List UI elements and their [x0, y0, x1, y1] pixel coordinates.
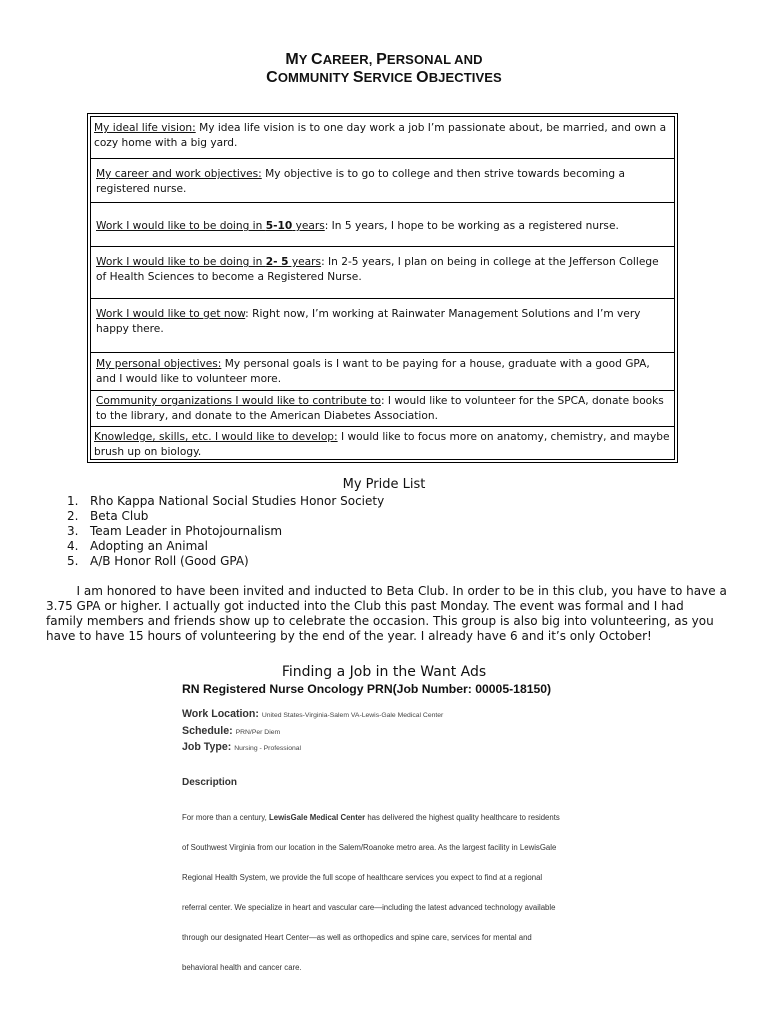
page-title-line-1: MY CAREER, PERSONAL AND — [285, 51, 483, 68]
want-ads-title: Finding a Job in the Want Ads — [281, 664, 487, 680]
description-line: of Southwest Virginia from our location in the Salem/Roanoke metro area. As the largest facility in LewisGale — [182, 843, 557, 852]
job-posting-title: RN Registered Nurse Oncology PRN(Job Number: 00005-18150) — [182, 682, 552, 696]
objective-text: Community organizations I would like to contribute to: I would like to volunteer for the SPCA, donate books to the library, and donate to the American Diabetes Association. — [96, 395, 664, 422]
description-line: Regional Health System, we provide the full scope of healthcare services you expect to find at a regional — [182, 873, 543, 882]
description-line: through our designated Heart Center—as well as orthopedics and spine care, services for mental and — [182, 933, 532, 942]
list-item: 5. A/B Honor Roll (Good GPA) — [67, 554, 249, 568]
description-line: referral center. We specialize in heart and vascular care—including the latest advanced technology available — [182, 903, 556, 912]
job-type: Job Type: Nursing - Professional — [182, 741, 302, 753]
objective-text: My career and work objectives: My objective is to go to college and then strive towards becoming a registered nurse. — [96, 168, 625, 195]
objective-text: My personal objectives: My personal goals is I want to be paying for a house, graduate with a good GPA, and I would like to volunteer more. — [96, 358, 650, 385]
page-title-line-2: COMMUNITY SERVICE OBJECTIVES — [266, 69, 502, 86]
list-item: 1. Rho Kappa National Social Studies Honor Society — [67, 494, 385, 508]
objective-row-2-5-years — [91, 247, 674, 299]
objective-text: Work I would like to get now: Right now, I’m working at Rainwater Management Solutions and I’m very happy there. — [96, 308, 641, 335]
beta-club-paragraph: I am honored to have been invited and inducted to Beta Club. In order to be in this club, you have to have a 3.75 GPA or higher. I actually got inducted into the Club this past Monday. The event was formal and I had family members and friends show up to celebrate the occasion. This group is also big into volunteering, as you have to have 15 hours of volunteering by the end of the year. I already have 6 and it’s only October! — [46, 584, 727, 643]
schedule: Schedule: PRN/Per Diem — [182, 725, 281, 737]
pride-list-title: My Pride List — [342, 477, 426, 492]
list-item: 4. Adopting an Animal — [67, 539, 208, 553]
objective-row-life-vision — [91, 117, 674, 159]
objectives-table-inner — [90, 116, 675, 460]
objectives-table — [87, 113, 678, 463]
objective-row-community — [91, 391, 674, 427]
objective-row-knowledge — [91, 427, 674, 461]
objective-text: Work I would like to be doing in 2- 5 years: In 2-5 years, I plan on being in college at the Jefferson College of Health Sciences to become a Registered Nurse. — [96, 256, 659, 283]
objective-text: My ideal life vision: My idea life vision is to one day work a job I’m passionate about, be married, and own a cozy home with a big yard. — [94, 122, 667, 149]
list-item: 2. Beta Club — [67, 509, 149, 523]
objective-row-5-10-years — [91, 203, 674, 247]
objective-text: Knowledge, skills, etc. I would like to develop: I would like to focus more on anatomy, chemistry, and maybe brush up on biology. — [94, 431, 670, 458]
description-line: behavioral health and cancer care. — [182, 963, 302, 972]
objective-row-career — [91, 159, 674, 203]
objective-row-now — [91, 299, 674, 353]
objective-text: Work I would like to be doing in 5-10 years: In 5 years, I hope to be working as a registered nurse. — [96, 220, 619, 232]
description-heading: Description — [182, 777, 238, 788]
list-item: 3. Team Leader in Photojournalism — [67, 524, 283, 538]
pride-list — [67, 494, 384, 569]
objective-row-personal — [91, 353, 674, 391]
description-line: For more than a century, LewisGale Medical Center has delivered the highest quality healthcare to residents — [182, 813, 560, 822]
work-location: Work Location: United States-Virginia-Salem VA-Lewis-Gale Medical Center — [182, 708, 444, 720]
